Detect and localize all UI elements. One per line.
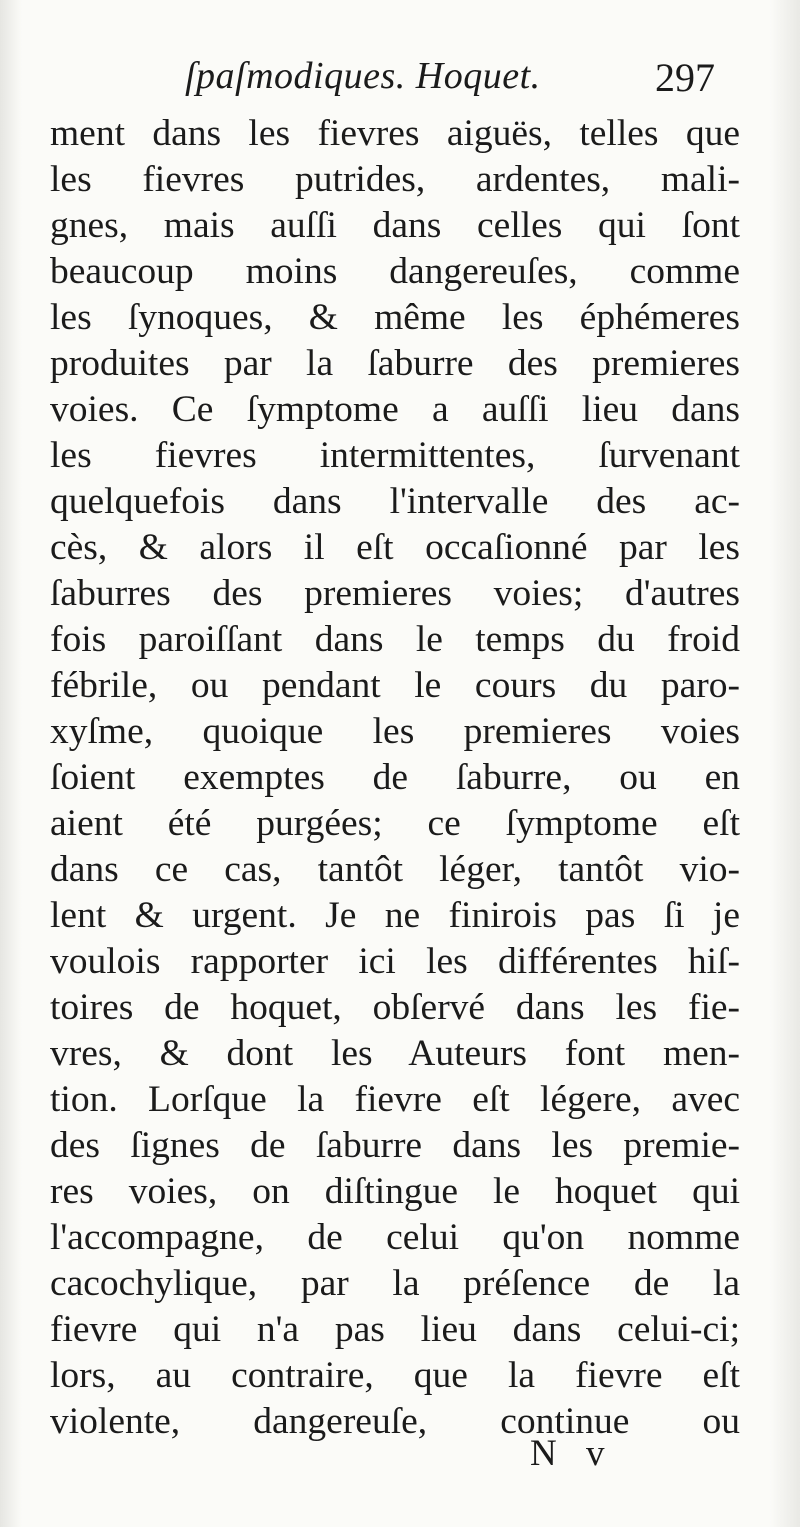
signature-mark: N v (530, 1433, 615, 1474)
text-line: toires de hoquet, obſervé dans les fie- (50, 987, 740, 1028)
text-line: vres, & dont les Auteurs font men- (50, 1033, 740, 1074)
text-line: beaucoup moins dangereuſes, comme (50, 251, 740, 292)
text-line: les ſynoques, & même les éphémeres (50, 297, 740, 338)
page-number: 297 (655, 55, 715, 100)
text-line: les fievres putrides, ardentes, mali- (50, 159, 740, 200)
text-line: quelquefois dans l'intervalle des ac- (50, 481, 740, 522)
text-line: des ſignes de ſaburre dans les premie- (50, 1125, 740, 1166)
text-line: dans ce cas, tantôt léger, tantôt vio- (50, 849, 740, 890)
text-line: ſaburres des premieres voies; d'autres (50, 573, 740, 614)
text-line: produites par la ſaburre des premieres (50, 343, 740, 384)
text-line: aient été purgées; ce ſymptome eſt (50, 803, 740, 844)
text-line: l'accompagne, de celui qu'on nomme (50, 1217, 740, 1258)
text-line: lors, au contraire, que la fievre eſt (50, 1355, 740, 1396)
text-line: fievre qui n'a pas lieu dans celui-ci; (50, 1309, 740, 1350)
page-edge-shadow-right (770, 0, 800, 1527)
text-line: fois paroiſſant dans le temps du froid (50, 619, 740, 660)
text-line: xyſme, quoique les premieres voies (50, 711, 740, 752)
text-line: cès, & alors il eſt occaſionné par les (50, 527, 740, 568)
text-line: cacochylique, par la préſence de la (50, 1263, 740, 1304)
text-line: gnes, mais auſſi dans celles qui ſont (50, 205, 740, 246)
text-line: ment dans les fievres aiguës, telles que (50, 113, 740, 154)
text-line: ſoient exemptes de ſaburre, ou en (50, 757, 740, 798)
page-header (185, 48, 745, 108)
body-text (50, 111, 740, 1445)
text-line: voies. Ce ſymptome a auſſi lieu dans (50, 389, 740, 430)
text-line: tion. Lorſque la fievre eſt légere, avec (50, 1079, 740, 1120)
text-line: les fievres intermittentes, ſurvenant (50, 435, 740, 476)
text-line: res voies, on diſtingue le hoquet qui (50, 1171, 740, 1212)
page-edge-shadow-left (0, 0, 22, 1527)
text-line: fébrile, ou pendant le cours du paro- (50, 665, 740, 706)
text-line: lent & urgent. Je ne finirois pas ſi je (50, 895, 740, 936)
text-line: voulois rapporter ici les différentes hiſ- (50, 941, 740, 982)
text-line: violente, dangereuſe, continue ou (50, 1401, 740, 1442)
running-head: ſpaſmodiques. Hoquet. (185, 55, 541, 97)
